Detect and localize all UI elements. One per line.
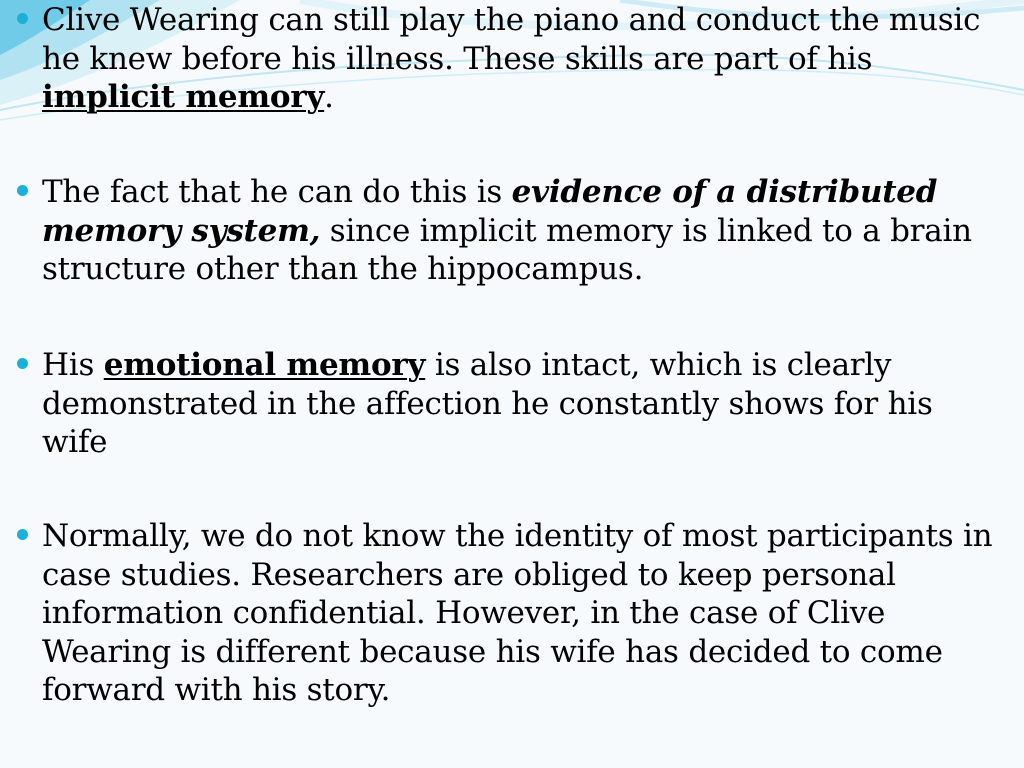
bullet-dot-icon [17, 185, 28, 196]
bullet-text [17, 173, 997, 289]
bullet-text-pre: His [42, 347, 104, 383]
bullet-text-pre: Clive Wearing can still play the piano and conduct the music he knew before his illness. These skills are part of his [42, 2, 981, 77]
bullet-dot-icon [17, 358, 28, 369]
bullet-text-post: is also intact, which is clearly demonstrated in the affection he constantly shows for his wife [42, 347, 933, 460]
bullet-emphasis-emotional-memory: emotional memory [103, 347, 426, 383]
bullet-text: Normally, we do not know the identity of most participants in case studies. Researchers are obliged to keep personal information confidential. However, in the case of Clive Wearing is different because his wife has decided to come forward with his story. [42, 518, 993, 708]
bullet-text [17, 346, 997, 462]
bullet-emotional-memory [17, 346, 997, 462]
bullet-text [17, 1, 997, 117]
bullet-case-study-identity [17, 517, 997, 710]
bullet-text-post: since implicit memory is linked to a brain structure other than the hippocampus. [42, 212, 972, 287]
bullet-emphasis-distributed-memory: evidence of a distributed memory system, [42, 174, 938, 249]
bullet-implicit-memory [17, 1, 997, 117]
bullet-distributed-memory [17, 173, 997, 289]
bullet-text-pre: The fact that he can do this is [42, 174, 512, 210]
bullet-dot-icon [17, 529, 28, 540]
bullet-dot-icon [17, 13, 28, 24]
bullet-emphasis-implicit-memory: implicit memory [42, 79, 325, 115]
bullet-text-post: . [324, 79, 334, 115]
